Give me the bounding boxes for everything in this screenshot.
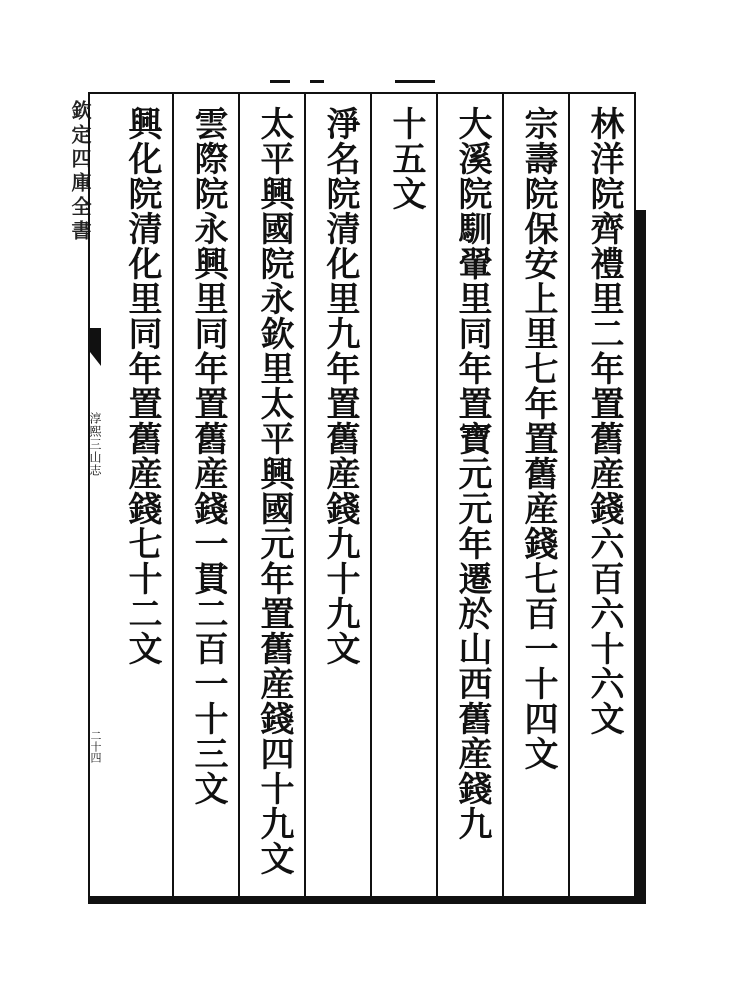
text-column-3: 大溪院馴翬里同年置寶元元年遷於山西舊産錢九 [452, 106, 492, 841]
column-rule [568, 94, 570, 898]
text-column-4: 十五文 [386, 106, 426, 211]
column-rule [238, 94, 240, 898]
gutter-book-title: 淳熙三山志 [88, 412, 102, 477]
column-rule [172, 94, 174, 898]
text-column-1: 林洋院齊禮里二年置舊産錢六百六十六文 [584, 106, 624, 736]
column-rule [370, 94, 372, 898]
column-rule [304, 94, 306, 898]
top-edge-mark [395, 80, 435, 83]
text-column-6: 太平興國院永欽里太平興國元年置舊産錢四十九文 [254, 106, 294, 876]
text-column-5: 淨名院清化里九年置舊産錢九十九文 [320, 106, 360, 666]
text-column-2: 宗壽院保安上里七年置舊産錢七百一十四文 [518, 106, 558, 771]
spine-title: 欽定四庫全書 [68, 100, 92, 244]
column-rule [502, 94, 504, 898]
column-rule [436, 94, 438, 898]
page-edge-right [636, 210, 646, 900]
top-edge-mark [310, 80, 324, 83]
top-edge-mark [270, 80, 290, 83]
text-column-7: 雲際院永興里同年置舊産錢一貫二百一十三文 [188, 106, 228, 806]
gutter-page-number: 二十四 [89, 730, 102, 763]
gutter-strip [88, 92, 102, 900]
text-column-8: 興化院清化里同年置舊産錢七十二文 [122, 106, 162, 666]
